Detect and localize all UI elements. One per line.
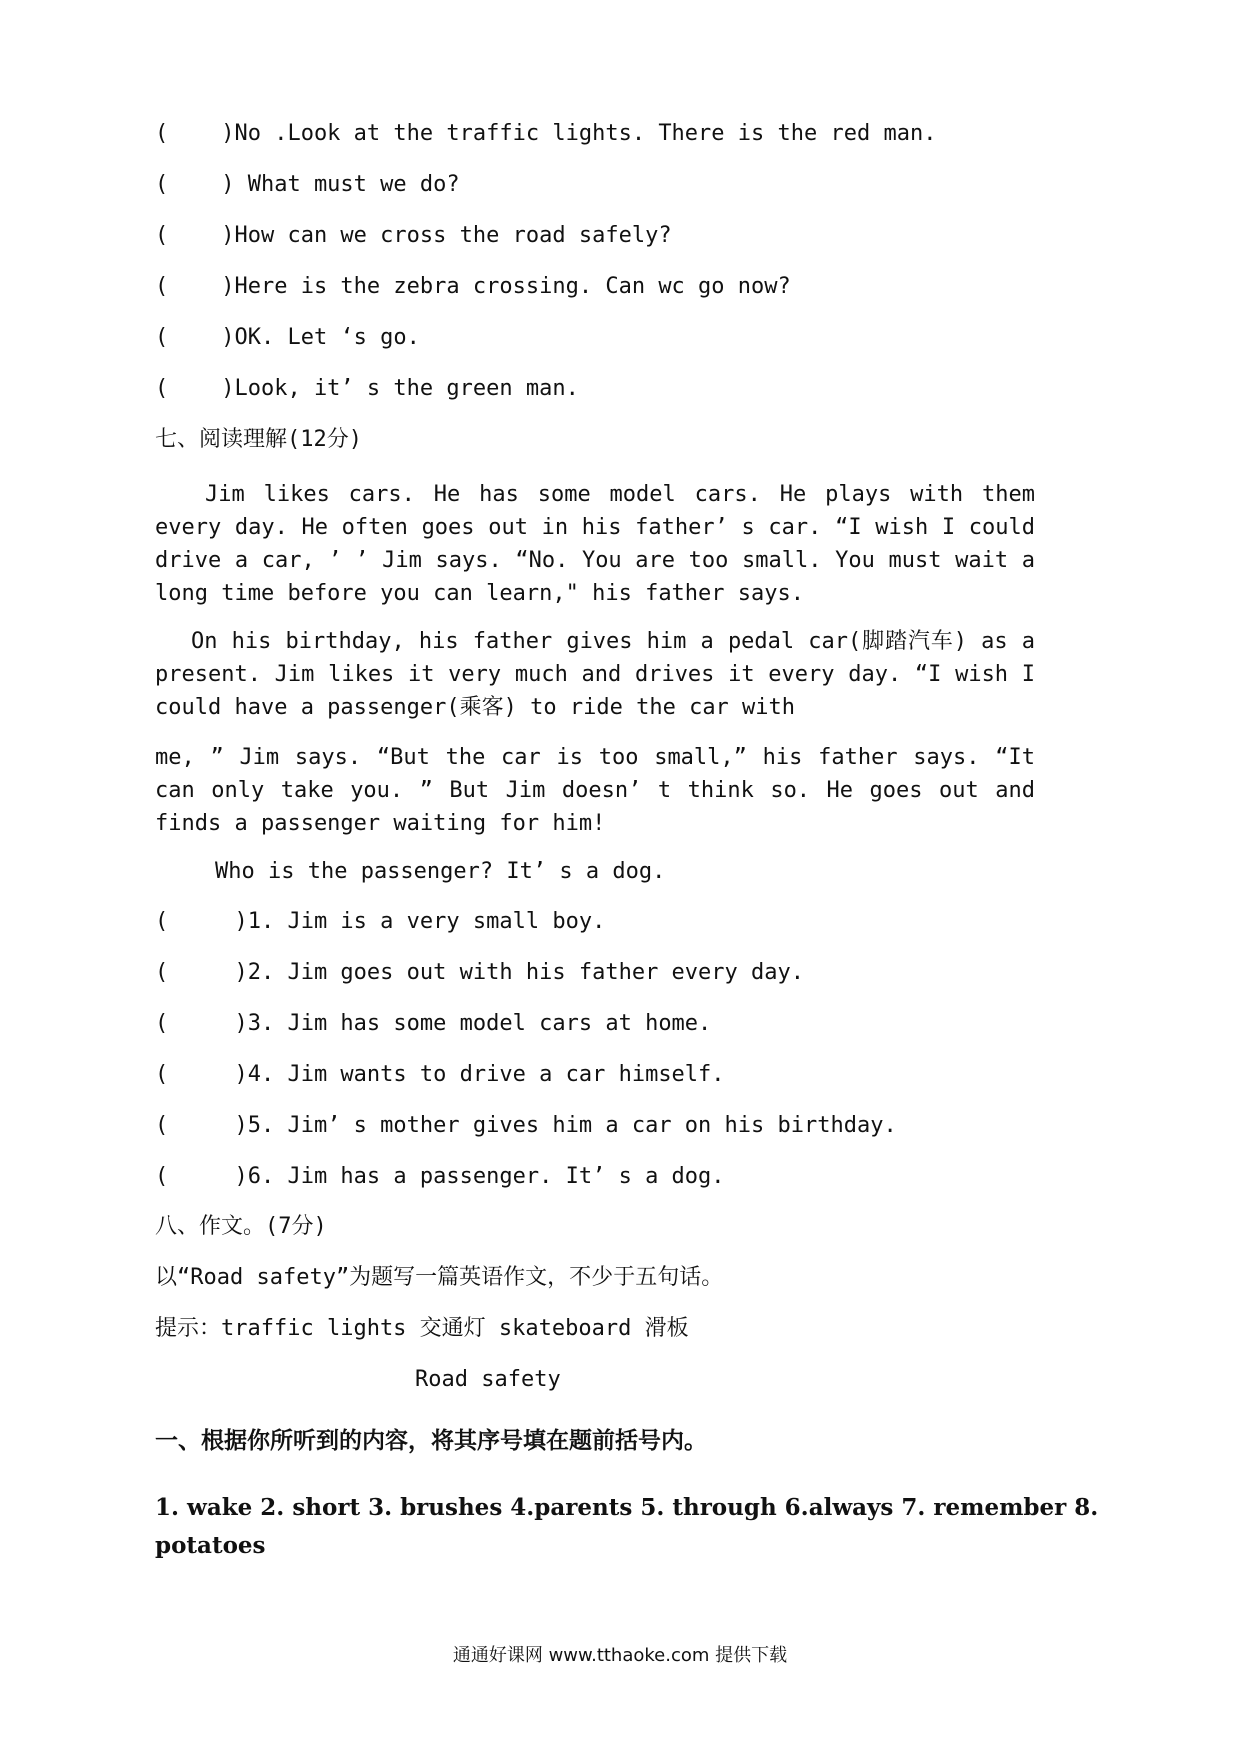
section-heading-reading: 七、阅读理解(12分)	[155, 427, 362, 452]
question-line: ( )3. Jim has some model cars at home.	[155, 1011, 712, 1036]
reading-paragraph-2a: On his birthday, his father gives him a pedal car(脚踏汽车) as a present. Jim likes it very much and drives it every day. “I wish I could have a passenger(乘客) to ride the car with	[155, 629, 1035, 720]
question-line: ( )1. Jim is a very small boy.	[155, 909, 606, 934]
writing-instruction: 以“Road safety”为题写一篇英语作文，不少于五句话。	[155, 1265, 724, 1290]
reading-paragraph-3: Who is the passenger? It’ s a dog.	[215, 859, 666, 884]
writing-title: Road safety	[415, 1367, 561, 1392]
answers-line-1: 1. wake 2. short 3. brushes 4.parents 5. through 6.always 7. remember 8.	[155, 1494, 1099, 1521]
dialogue-line: ( )Look, it’ s the green man.	[155, 376, 579, 401]
reading-paragraph-1: Jim likes cars. He has some model cars. He plays with them every day. He often goes out in his father’ s car. “I wish I could drive a car, ’ ’ Jim says. “No. You are too small. You must wait a long time before you can learn," his father says.	[155, 482, 1035, 606]
question-line: ( )6. Jim has a passenger. It’ s a dog.	[155, 1164, 725, 1189]
reading-paragraph-2b: me, ” Jim says. “But the car is too small,” his father says. “It can only take you. ” But Jim doesn’ t think so. He goes out and finds a passenger waiting for him!	[155, 745, 1035, 836]
answers-heading: 一、根据你所听到的内容，将其序号填在题前括号内。	[155, 1427, 707, 1454]
page-footer: 通通好课网 www.tthaoke.com 提供下载	[452, 1645, 788, 1666]
writing-hint: 提示：traffic lights 交通灯 skateboard 滑板	[155, 1316, 689, 1341]
question-line: ( )4. Jim wants to drive a car himself.	[155, 1062, 725, 1087]
answers-line-2: potatoes	[155, 1532, 266, 1559]
question-line: ( )5. Jim’ s mother gives him a car on his birthday.	[155, 1113, 897, 1138]
dialogue-line: ( )OK. Let ‘s go.	[155, 325, 420, 350]
section-heading-writing: 八、作文。(7分)	[155, 1214, 327, 1239]
dialogue-line: ( )How can we cross the road safely?	[155, 223, 672, 248]
question-line: ( )2. Jim goes out with his father every day.	[155, 960, 805, 985]
dialogue-line: ( ) What must we do?	[155, 172, 460, 197]
dialogue-line: ( )Here is the zebra crossing. Can wc go now?	[155, 274, 791, 299]
dialogue-line: ( )No .Look at the traffic lights. There is the red man.	[155, 121, 937, 146]
